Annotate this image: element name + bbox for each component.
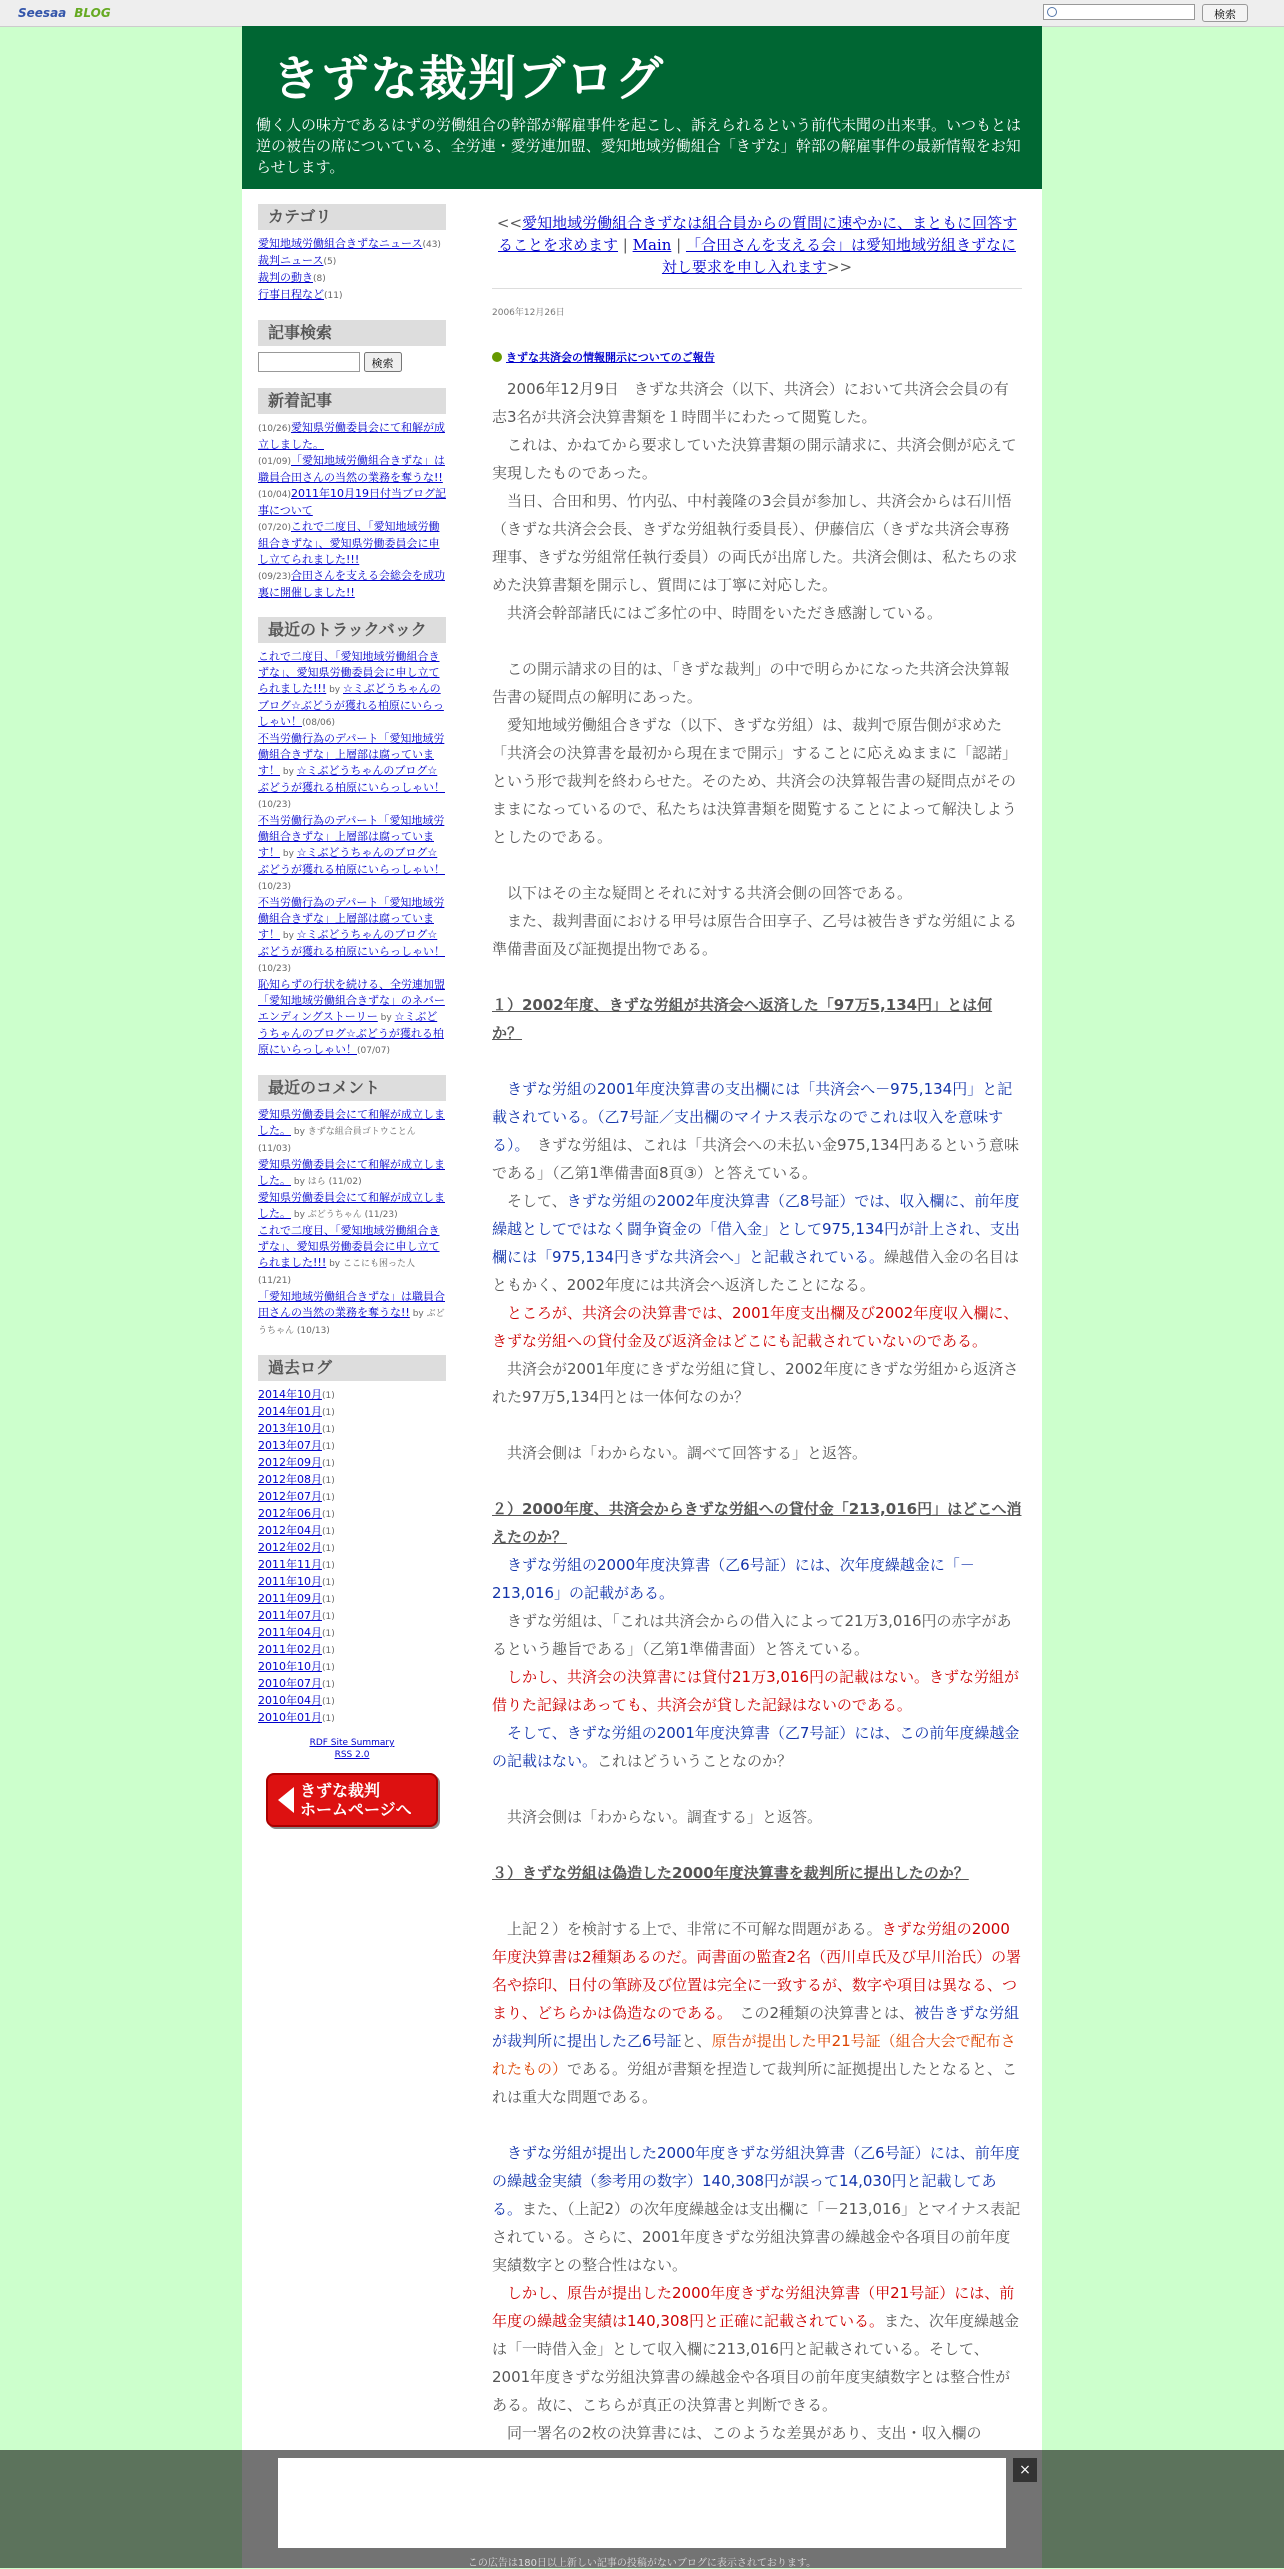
homepage-banner-text: きずな裁判 ホームページへ (300, 1781, 412, 1819)
paragraph: きずな労組の2001年度決算書の支出欄には「共済会へ－975,134円」と記載されている。（乙7号証／支出欄のマイナス表示なのでこれは収入を意味する）。 きずな労組は、これは「共済会への未払い金975,134円あるという意味である」（乙第1準備書面8頁③）と答えている。 (492, 1080, 1020, 1182)
trackback-link[interactable]: これで二度目、「愛知地域労働組合きずな」、愛知県労働委員会に申し立てられました!!! (258, 650, 440, 695)
seesaa-blog-logo[interactable]: Seesaa BLOG (18, 6, 111, 20)
archive-count: (1) (322, 1561, 335, 1571)
top-bar (0, 0, 1284, 27)
paragraph: 同一署名の2枚の決算書には、このような差異があり、支出・収入欄の (492, 2424, 982, 2442)
entry-title (492, 349, 1022, 367)
archive-item (258, 1642, 446, 1659)
top-search-button[interactable]: 検索 (1202, 4, 1248, 22)
archive-count: (1) (322, 1493, 335, 1503)
paragraph: これは、かねてから要求していた決算書類の開示請求に、共済会側が応えて実現したものであった。 (492, 436, 1017, 482)
archive-item (258, 1506, 446, 1523)
recent-post-link[interactable]: これで二度目、「愛知地域労働組合きずな」、愛知県労働委員会に申し立てられました!!! (258, 520, 440, 566)
comment-item (258, 1157, 446, 1190)
archive-count: (1) (322, 1697, 335, 1707)
recent-post-link[interactable]: 2011年10月19日付当ブログ記事について (258, 487, 446, 517)
trackback-date: (10/23) (258, 882, 291, 892)
comment-meta: by きずな組合員ゴトウことん (11/03) (258, 1127, 416, 1154)
archive-count: (1) (322, 1544, 335, 1554)
entry-navigation: <<愛知地域労働組合きずなは組合員からの質問に速やかに、まともに回答することを求めます | Main | 「合田さんを支える会」は愛知地域労組きずなに対し要求を申し入れます>> (496, 214, 1018, 276)
category-link[interactable]: 行事日程など (258, 288, 324, 301)
trackback-by: by (377, 1013, 395, 1023)
recent-post-item (258, 453, 446, 486)
trackback-link[interactable]: 不当労働行為のデパート「愛知地域労働組合きずな」上層部は腐っています！ (258, 814, 445, 859)
comment-item (258, 1190, 446, 1223)
comment-item (258, 1107, 446, 1157)
entry-body (492, 375, 1022, 2447)
archive-link[interactable]: 2012年06月 (258, 1507, 322, 1520)
category-link[interactable]: 裁判の動き (258, 271, 313, 284)
paragraph: この開示請求の目的は、「きずな裁判」の中で明らかになった共済会決算報告書の疑問点の解明にあった。 (492, 660, 1010, 706)
comments-block (258, 1075, 446, 1339)
archive-count: (1) (322, 1527, 335, 1537)
trackback-link[interactable]: 不当労働行為のデパート「愛知地域労働組合きずな」上層部は腐っています！ (258, 896, 445, 941)
archive-link[interactable]: 2011年07月 (258, 1609, 322, 1622)
paragraph: 愛知地域労働組合きずな（以下、きずな労組）は、裁判で原告側が求めた「共済会の決算書を最初から現在まで開示」することに応えぬままに「認諾」という形で裁判を終わらせた。そのため、共済会の決算報告書の疑問点がそのままになっているので、私たちは決算書類を閲覧することによって解決しようとしたのである。 (492, 716, 1018, 846)
entry-date: 2006年12月26日 (492, 308, 565, 318)
trackback-item (258, 977, 446, 1059)
recent-post-link[interactable]: 合田さんを支える会総会を成功裏に開催しました!! (258, 569, 445, 599)
archives-list (258, 1387, 446, 1727)
trackback-author-link[interactable]: ☆ミぶどうちゃんのブログ☆ぶどうが獲れる柏原にいらっしゃい！ (258, 928, 445, 958)
blog-title[interactable]: きずな裁判ブログ (272, 51, 665, 107)
trackback-author-link[interactable]: ☆ミぶどうちゃんのブログ☆ぶどうが獲れる柏原にいらっしゃい！ (258, 682, 444, 728)
archive-link[interactable]: 2013年07月 (258, 1439, 322, 1452)
archive-item (258, 1608, 446, 1625)
ad-overlay (0, 2450, 1284, 2568)
archive-link[interactable]: 2012年08月 (258, 1473, 322, 1486)
article-search-input[interactable] (258, 352, 360, 372)
comment-link[interactable]: これで二度目、「愛知地域労働組合きずな」、愛知県労働委員会に申し立てられました!!! (258, 1224, 440, 1269)
archive-item (258, 1438, 446, 1455)
category-count: (8) (313, 274, 326, 284)
paragraph: 共済会幹部諸氏にはご多忙の中、時間をいただき感謝している。 (492, 604, 943, 622)
archives-block (258, 1355, 446, 1827)
archive-link[interactable]: 2012年07月 (258, 1490, 322, 1503)
trackback-author-link[interactable]: ☆ミぶどうちゃんのブログ☆ぶどうが獲れる柏原にいらっしゃい！ (258, 846, 445, 876)
category-link[interactable]: 裁判ニュース (258, 254, 324, 267)
paragraph: また、裁判書面における甲号は原告合田享子、乙号は被告きずな労組による準備書面及び証拠提出物である。 (492, 912, 1018, 958)
trackback-by: by (280, 767, 297, 777)
archive-link[interactable]: 2013年10月 (258, 1422, 322, 1435)
archive-link[interactable]: 2010年04月 (258, 1694, 322, 1707)
archive-link[interactable]: 2011年09月 (258, 1592, 322, 1605)
homepage-banner[interactable] (266, 1773, 438, 1827)
recent-posts-block (258, 388, 446, 601)
paragraph: 共済会側は「わからない。調べて回答する」と返答。 (492, 1444, 868, 1462)
bullet-icon (492, 352, 502, 362)
paragraph: そして、きずな労組の2002年度決算書（乙8号証）では、収入欄に、前年度繰越としてではなく闘争資金の「借入金」として975,134円が計上され、支出欄には「975,134円きずな共済会へ」と記載されている。繰越借入金の名目はともかく、2002年度には共済会へ返済したことになる。 (492, 1192, 1020, 1294)
paragraph: しかし、原告が提出した2000年度きずな労組決算書（甲21号証）には、前年度の繰越金実績は140,308円と正確に記載されている。また、次年度繰越金は「一時借入金」として収入欄に213,016円と記載されている。そして、2001年度きずな労組決算書の繰越金や各項目の前年度実績数字とは整合性がある。故に、こちらが真正の決算書と判断できる。 (492, 2284, 1020, 2414)
page-container (242, 26, 1042, 2568)
categories-heading: カテゴリ (258, 204, 446, 230)
comment-meta: by ぶどうちゃん (11/23) (291, 1210, 398, 1220)
rdf-link[interactable]: RDF Site Summary (309, 1738, 395, 1748)
archive-link[interactable]: 2014年01月 (258, 1405, 322, 1418)
archive-item (258, 1421, 446, 1438)
paragraph: 以下はその主な疑問とそれに対する共済会側の回答である。 (492, 884, 913, 902)
recent-posts-heading: 新着記事 (258, 388, 446, 414)
archive-count: (1) (322, 1680, 335, 1690)
archive-item (258, 1574, 446, 1591)
archive-count: (1) (322, 1629, 335, 1639)
trackback-link[interactable]: 不当労働行為のデパート「愛知地域労働組合きずな」上層部は腐っています！ (258, 732, 445, 777)
arrow-left-icon (278, 1787, 294, 1813)
entry-title-link[interactable]: きずな共済会の情報開示についてのご報告 (506, 351, 715, 364)
archive-item (258, 1693, 446, 1710)
category-item (258, 270, 446, 287)
archive-count: (1) (322, 1391, 335, 1401)
archive-count: (1) (322, 1425, 335, 1435)
paragraph: 上記２）を検討する上で、非常に不可解な問題がある。きずな労組の2000年度決算書は2種類あるのだ。両書面の監査2名（西川卓氏及び早川治氏）の署名や捺印、日付の筆跡及び位置は完全に一致するが、数字や項目は異なる、つまり、どちらかは偽造なのである。 この2種類の決算書とは、被告きずな労組が裁判所に提出した乙6号証と、原告が提出した甲21号証（組合大会で配布されたもの）である。労組が書類を捏造して裁判所に証拠提出したとなると、これは重大な問題である。 (492, 1920, 1022, 2106)
archive-item (258, 1472, 446, 1489)
paragraph: 当日、合田和男、竹内弘、中村義隆の3会員が参加し、共済会からは石川悟（きずな共済会会長、きずな労組執行委員長）、伊藤信広（きずな共済会専務理事、きずな労組常任執行委員）の両氏が出席した。共済会側は、私たちの求めた決算書類を開示し、質問には丁寧に対応した。 (492, 492, 1018, 594)
paragraph: きずな労組が提出した2000年度きずな労組決算書（乙6号証）には、前年度の繰越金実績（参考用の数字）140,308円が誤って14,030円と記載してある。また、（上記2）の次年度繰越金は支出欄に「－213,016」とマイナス表記されている。さらに、2001年度きずな労組決算書の繰越金や各項目の前年度実績数字との整合性はない。 (492, 2144, 1021, 2274)
trackback-date: (08/06) (302, 718, 335, 728)
trackbacks-block (258, 617, 446, 1059)
blog-description: 働く人の味方であるはずの労働組合の幹部が解雇事件を起こし、訴えられるという前代未聞の出来事。いつもとは逆の被告の席についている、全労連・愛労連加盟、愛知地域労働組合「きずな」幹部の解雇事件の最新情報をお知らせします。 (256, 116, 1022, 176)
comment-meta: by ぶどうちゃん (10/13) (258, 1309, 445, 1336)
categories-list (258, 236, 446, 304)
archive-item (258, 1676, 446, 1693)
top-search-input[interactable] (1043, 4, 1195, 20)
archive-link[interactable]: 2012年09月 (258, 1456, 322, 1469)
recent-post-date: (09/23) (258, 572, 291, 582)
archive-item (258, 1591, 446, 1608)
trackback-author-link[interactable]: ☆ミぶどうちゃんのブログ☆ぶどうが獲れる柏原にいらっしゃい！ (258, 1010, 444, 1056)
archive-link[interactable]: 2011年04月 (258, 1626, 322, 1639)
recent-post-link[interactable]: 愛知県労働委員会にて和解が成立しました。 (258, 421, 445, 451)
search-heading: 記事検索 (258, 320, 446, 346)
archive-count: (1) (322, 1663, 335, 1673)
trackback-by: by (326, 685, 343, 695)
archive-item (258, 1557, 446, 1574)
comment-link[interactable]: 愛知県労働委員会にて和解が成立しました。 (258, 1191, 445, 1220)
prev-entry-link[interactable]: 愛知地域労働組合きずなは組合員からの質問に速やかに、まともに回答することを求めます (498, 214, 1018, 254)
comment-link[interactable]: 愛知県労働委員会にて和解が成立しました。 (258, 1108, 445, 1137)
archive-item (258, 1387, 446, 1404)
paragraph: 共済会側は「わからない。調査する」と返答。 (492, 1808, 823, 1826)
search-icon (1047, 7, 1057, 17)
archive-link[interactable]: 2011年10月 (258, 1575, 322, 1588)
archive-link[interactable]: 2012年02月 (258, 1541, 322, 1554)
paragraph: きずな労組の2000年度決算書（乙6号証）には、次年度繰越金に「－213,016」の記載がある。 (492, 1556, 975, 1602)
section-heading: １）2002年度、きずな労組が共済会へ返済した「97万5,134円」とは何か？ (492, 996, 993, 1042)
feed-links (258, 1737, 446, 1761)
archive-item (258, 1710, 446, 1727)
recent-post-date: (01/09) (258, 457, 291, 467)
archive-item (258, 1455, 446, 1472)
section-heading: ２）2000年度、共済会からきずな労組への貸付金「213,016円」はどこへ消えたのか？ (492, 1500, 1022, 1546)
archive-count: (1) (322, 1510, 335, 1520)
trackback-item (258, 731, 446, 813)
next-entry-link[interactable]: 「合田さんを支える会」は愛知地域労組きずなに対し要求を申し入れます (661, 236, 1016, 276)
recent-post-date: (10/26) (258, 424, 291, 434)
archive-link[interactable]: 2010年10月 (258, 1660, 322, 1673)
recent-post-item (258, 486, 446, 519)
ad-notice: この広告は180日以上新しい記事の投稿がないブログに表示されております。 (467, 2558, 817, 2569)
archive-link[interactable]: 2012年04月 (258, 1524, 322, 1537)
paragraph: 2006年12月9日 きずな共済会（以下、共済会）において共済会会員の有志3名が共済会決算書類を１時間半にわたって閲覧した。 (492, 380, 1009, 426)
archive-count: (1) (322, 1612, 335, 1622)
paragraph: しかし、共済会の決算書には貸付21万3,016円の記載はない。きずな労組が借りた記録はあっても、共済会が貸した記録はないのである。 (492, 1668, 1020, 1714)
archive-link[interactable]: 2011年02月 (258, 1643, 322, 1656)
archive-count: (1) (322, 1714, 335, 1724)
trackback-date: (10/23) (258, 800, 291, 810)
category-item (258, 253, 446, 270)
trackback-item (258, 649, 446, 731)
archive-count: (1) (322, 1578, 335, 1588)
recent-posts-list (258, 420, 446, 601)
category-item (258, 236, 446, 253)
paragraph: 共済会が2001年度にきずな労組に貸し、2002年度にきずな労組から返済された97万5,134円とは一体何なのか？ (492, 1360, 1019, 1406)
main-link[interactable]: Main (632, 236, 672, 254)
archives-heading: 過去ログ (258, 1355, 446, 1381)
recent-post-link[interactable]: 「愛知地域労働組合きずな」は職員合田さんの当然の業務を奪うな!! (258, 454, 445, 484)
archive-count: (1) (322, 1595, 335, 1605)
category-count: (11) (324, 291, 343, 301)
category-link[interactable]: 愛知地域労働組合きずなニュース (258, 237, 423, 250)
category-count: (43) (422, 240, 441, 250)
trackback-item (258, 813, 446, 895)
recent-post-date: (07/20) (258, 523, 291, 533)
sidebar (258, 204, 446, 1843)
archive-count: (1) (322, 1646, 335, 1656)
comments-heading: 最近のコメント (258, 1075, 446, 1101)
trackbacks-list (258, 649, 446, 1059)
archive-item (258, 1404, 446, 1421)
close-icon[interactable]: × (1013, 2458, 1037, 2482)
archive-item (258, 1523, 446, 1540)
section-heading: ３）きずな労組は偽造した2000年度決算書を裁判所に提出したのか？ (492, 1864, 969, 1882)
trackback-date: (07/07) (357, 1046, 390, 1056)
trackback-by: by (280, 849, 297, 859)
recent-post-item (258, 420, 446, 453)
trackback-link[interactable]: 恥知らずの行状を続ける、全労連加盟「愛知地域労働組合きずな」のネバーエンディングストーリー (258, 978, 445, 1023)
recent-post-item (258, 519, 446, 568)
archive-link[interactable]: 2010年07月 (258, 1677, 322, 1690)
paragraph: ところが、共済会の決算書では、2001年度支出欄及び2002年度収入欄に、きずな労組への貸付金及び返済金はどこにも記載されていないのである。 (492, 1304, 1019, 1350)
comment-item (258, 1289, 446, 1339)
archive-item (258, 1625, 446, 1642)
comments-list (258, 1107, 446, 1339)
paragraph: きずな労組は、「これは共済会からの借入によって21万3,016円の赤字があるという趣旨である」（乙第1準備書面）と答えている。 (492, 1612, 1012, 1658)
category-count: (5) (323, 257, 337, 267)
trackback-item (258, 895, 446, 977)
search-block (258, 320, 446, 372)
categories-block (258, 204, 446, 304)
archive-item (258, 1659, 446, 1676)
archive-link[interactable]: 2011年11月 (258, 1558, 322, 1571)
archive-count: (1) (322, 1442, 335, 1452)
divider (492, 288, 1022, 289)
comment-link[interactable]: 「愛知地域労働組合きずな」は職員合田さんの当然の業務を奪うな!! (258, 1290, 445, 1319)
comment-meta: by ここにも困った人 (11/21) (258, 1259, 415, 1286)
recent-post-date: (10/04) (258, 490, 291, 500)
trackback-author-link[interactable]: ☆ミぶどうちゃんのブログ☆ぶどうが獲れる柏原にいらっしゃい！ (258, 764, 445, 794)
archive-link[interactable]: 2010年01月 (258, 1711, 322, 1724)
comment-link[interactable]: 愛知県労働委員会にて和解が成立しました。 (258, 1158, 445, 1187)
comment-item (258, 1223, 446, 1289)
archive-count: (1) (322, 1476, 335, 1486)
archive-count: (1) (322, 1459, 335, 1469)
archive-link[interactable]: 2014年10月 (258, 1388, 322, 1401)
comment-meta: by はら (11/02) (291, 1177, 362, 1187)
paragraph: そして、きずな労組の2001年度決算書（乙7号証）には、この前年度繰越金の記載はない。これはどういうことなのか？ (492, 1724, 1020, 1770)
rss-link[interactable]: RSS 2.0 (334, 1750, 370, 1760)
main-content (492, 212, 1022, 2447)
trackbacks-heading: 最近のトラックバック (258, 617, 446, 643)
article-search-button[interactable]: 検索 (364, 352, 402, 372)
trackback-date: (10/23) (258, 964, 291, 974)
recent-post-item (258, 568, 446, 601)
blog-header (242, 26, 1042, 189)
ad-banner[interactable] (278, 2458, 1006, 2548)
archive-count: (1) (322, 1408, 335, 1418)
category-item (258, 287, 446, 304)
archive-item (258, 1489, 446, 1506)
trackback-by: by (280, 931, 297, 941)
archive-item (258, 1540, 446, 1557)
